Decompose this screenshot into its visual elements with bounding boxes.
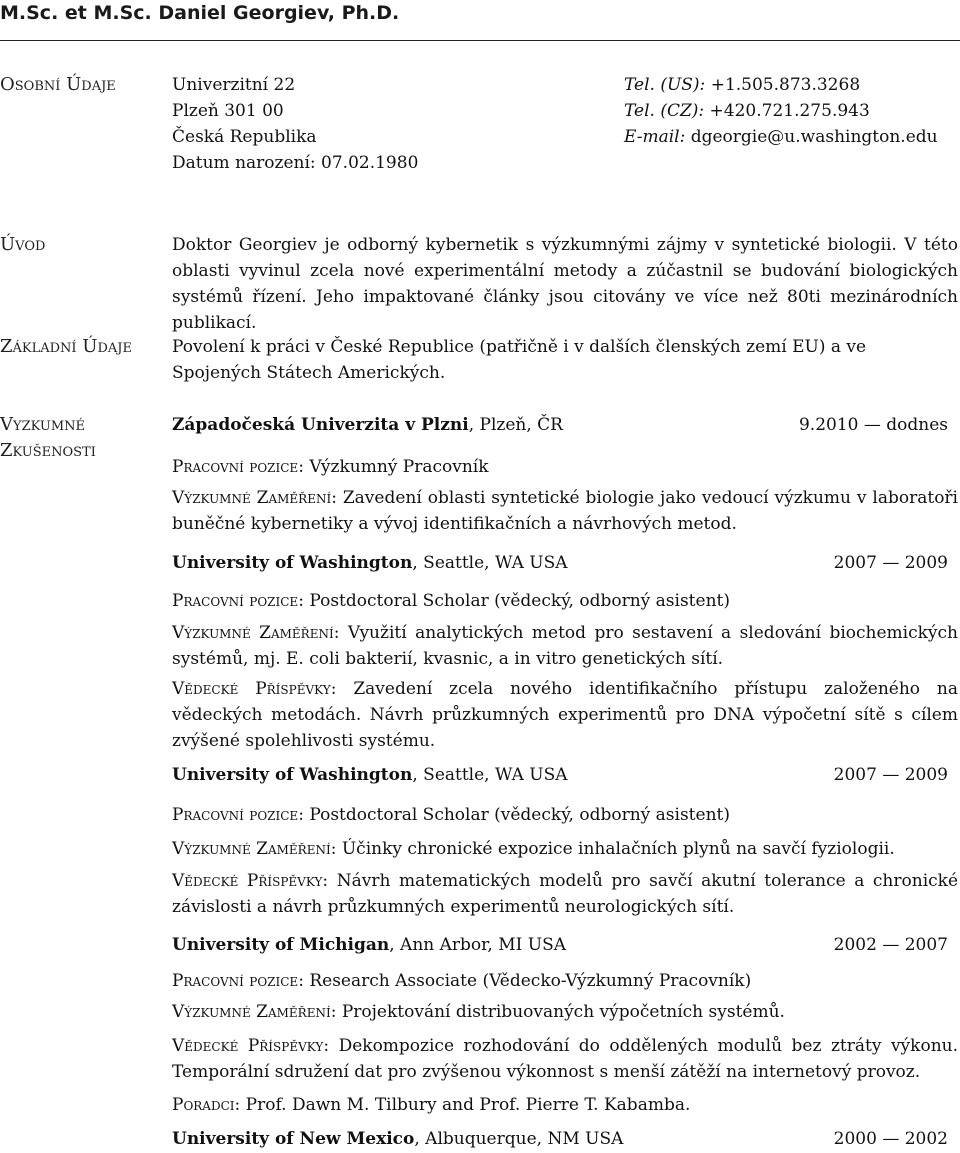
job-header: University of Michigan, Ann Arbor, MI USA 2002 — 2007 xyxy=(172,935,948,955)
job-contributions: Vědecké Příspěvky: Zavedení zcela nového identifikačního přístupu založeného na vědeckých metodách. Návrh průzkumných experimentů pro DNA výpočetní sítě s cílem zvýšené spolehlivosti systému. xyxy=(172,679,958,751)
job-position: Pracovní pozice: Postdoctoral Scholar (vědecký, odborný asistent) xyxy=(172,805,730,825)
job-contributions: Vědecké Příspěvky: Návrh matematických modelů pro savčí akutní tolerance a chronické závislosti a návrh průzkumných experimentů neurologických sítí. xyxy=(172,871,959,917)
header-rule xyxy=(0,40,960,41)
job-header: Západočeská Univerzita v Plzni, Plzeň, ČR 9.2010 — dodnes xyxy=(172,415,948,435)
birth-date: Datum narození: 07.02.1980 xyxy=(172,153,419,173)
job-header: University of Washington, Seattle, WA USA 2007 — 2009 xyxy=(172,765,948,785)
job-focus: Výzkumné Zaměření: Projektování distribuovaných výpočetních systémů. xyxy=(172,1002,785,1022)
phone-cz: Tel. (CZ): +420.721.275.943 xyxy=(624,101,870,121)
phone-us: Tel. (US): +1.505.873.3268 xyxy=(624,75,861,95)
cv-name: M.Sc. et M.Sc. Daniel Georgiev, Ph.D. xyxy=(0,2,400,24)
job-focus: Výzkumné Zaměření: Využití analytických metod pro sestavení a sledování biochemických systémů, mj. E. coli bakterií, kvasnic, a in vitro genetických sítí. xyxy=(172,623,958,669)
section-personal-title: Osobní Údaje xyxy=(0,74,116,95)
job-advisors: Poradci: Prof. Dawn M. Tilbury and Prof. Pierre T. Kabamba. xyxy=(172,1095,691,1115)
address-city: Plzeň 301 00 xyxy=(172,101,284,121)
section-basic-title: Základní Údaje xyxy=(0,336,132,357)
address-country: Česká Republika xyxy=(172,127,317,147)
contact-block xyxy=(624,72,938,150)
basic-text: Povolení k práci v České Republice (patřičně i v dalších členských zemí EU) a ve Spojených Státech Amerických. xyxy=(172,337,867,383)
job-focus: Výzkumné Zaměření: Zavedení oblasti syntetické biologie jako vedoucí výzkumu v laboratoři buněčné kybernetiky a vývoj identifikačních a návrhových metod. xyxy=(172,488,958,534)
section-research-title: Vyzkumné Zkušenosti xyxy=(0,414,96,461)
address-block xyxy=(172,72,418,176)
job-position: Pracovní pozice: Research Associate (Vědecko-Výzkumný Pracovník) xyxy=(172,971,752,991)
job-position: Pracovní pozice: Výzkumný Pracovník xyxy=(172,457,489,477)
job-focus: Výzkumné Zaměření: Účinky chronické expozice inhalačních plynů na savčí fyziologii. xyxy=(172,839,895,859)
job-header: University of New Mexico, Albuquerque, NM USA 2000 — 2002 xyxy=(172,1129,948,1149)
job-contributions: Vědecké Příspěvky: Dekompozice rozhodování do oddělených modulů bez ztráty výkonu. Temporální sdružení dat pro zvýšenou výkonnost s menší zátěží na internetový provoz. xyxy=(172,1036,958,1082)
email[interactable]: E-mail: dgeorgie@u.washington.edu xyxy=(624,127,938,147)
section-intro-title: Úvod xyxy=(0,234,46,255)
job-position: Pracovní pozice: Postdoctoral Scholar (vědecký, odborný asistent) xyxy=(172,591,730,611)
intro-text: Doktor Georgiev je odborný kybernetik s výzkumnými zájmy v syntetické biologii. V této oblasti vyvinul zcela nové experimentální metody a zúčastnil se budování biologických systémů řízení. Jeho impaktované články jsou citovány ve více než 80ti mezinárodních publikací. xyxy=(172,235,958,333)
job-header: University of Washington, Seattle, WA USA 2007 — 2009 xyxy=(172,553,948,573)
address-street: Univerzitní 22 xyxy=(172,75,296,95)
